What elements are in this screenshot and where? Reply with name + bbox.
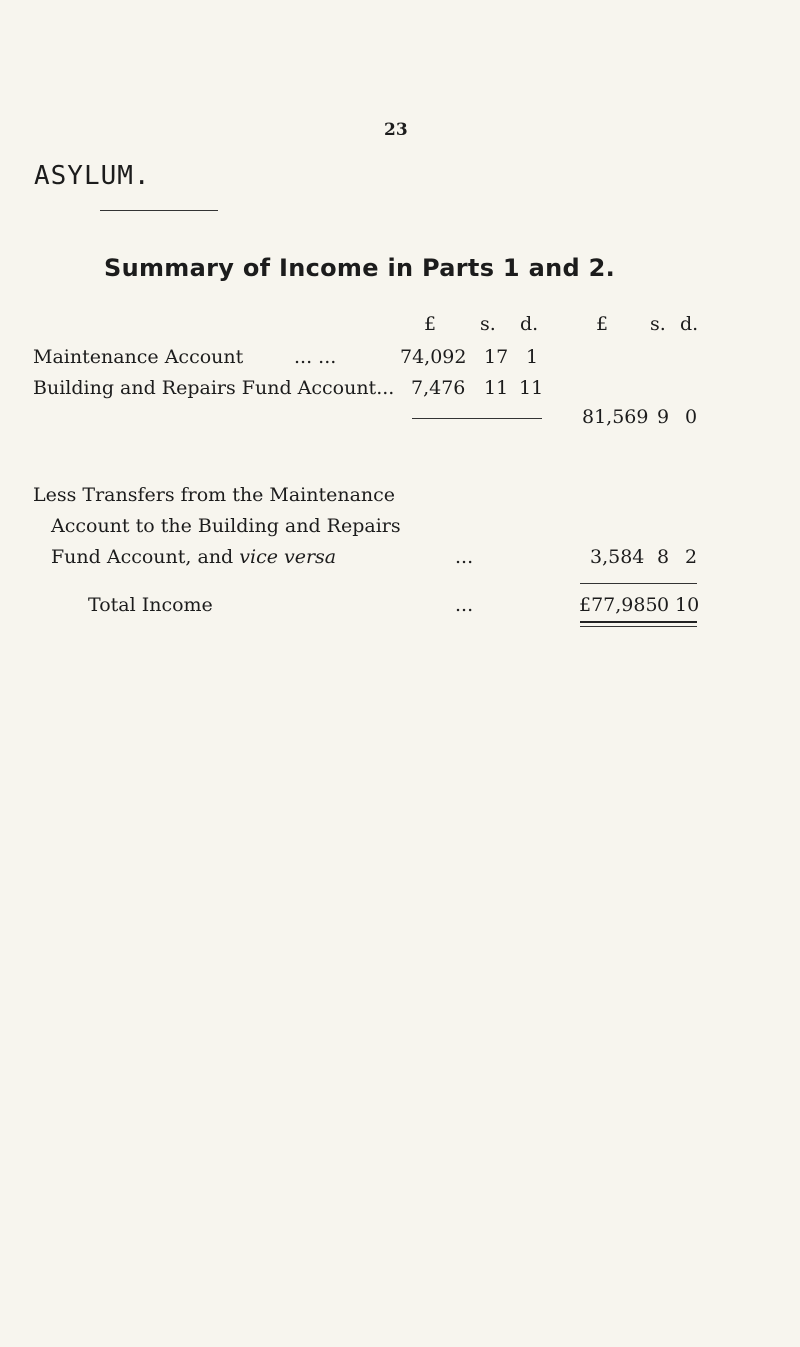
row-label-building: Building and Repairs Fund Account... [33, 377, 395, 399]
col-header-total-shillings: s. [650, 313, 666, 335]
total-shillings: 0 [657, 594, 670, 616]
less-transfers-line3-prefix: Fund Account, and [51, 546, 234, 568]
total-double-rule-2 [580, 626, 697, 627]
total-label: Total Income [88, 594, 213, 616]
less-transfers-shillings: 8 [657, 546, 670, 568]
row-pounds-building: 7,476 [411, 377, 466, 399]
col-header-total-pounds: £ [596, 313, 609, 335]
subtotal-shillings: 9 [657, 406, 670, 428]
row-shillings-building: 11 [484, 377, 509, 399]
total-pounds: £77,985 [579, 594, 658, 616]
subtotal-pounds: 81,569 [582, 406, 649, 428]
less-transfers-pounds: 3,584 [590, 546, 645, 568]
page-number: 23 [384, 120, 408, 140]
row-label-maintenance: Maintenance Account [33, 346, 244, 368]
less-transfers-line2: Account to the Building and Repairs [51, 515, 401, 537]
total-rule [580, 583, 697, 584]
less-transfers-line1: Less Transfers from the Maintenance [33, 484, 396, 506]
row-pounds-maintenance: 74,092 [400, 346, 467, 368]
row-pence-building: 11 [519, 377, 544, 399]
row-shillings-maintenance: 17 [484, 346, 509, 368]
less-transfers-pence: 2 [685, 546, 698, 568]
total-pence: 10 [675, 594, 700, 616]
row-pence-maintenance: 1 [526, 346, 539, 368]
subtotal-pence: 0 [685, 406, 698, 428]
section-heading: ASYLUM. [34, 161, 151, 191]
subtotal-rule [412, 418, 542, 419]
total-leader: ... [455, 594, 474, 616]
less-transfers-vice-versa: vice versa [239, 546, 337, 568]
col-header-total-pence: d. [680, 313, 699, 335]
col-header-pounds: £ [424, 313, 437, 335]
summary-title: Summary of Income in Parts 1 and 2. [104, 254, 616, 282]
total-double-rule-1 [580, 621, 697, 623]
col-header-shillings: s. [480, 313, 496, 335]
row-leader-maintenance: ... ... [294, 346, 337, 368]
col-header-pence: d. [520, 313, 539, 335]
less-transfers-line3 [51, 546, 336, 568]
less-transfers-leader: ... [455, 546, 474, 568]
heading-underline [100, 210, 218, 211]
